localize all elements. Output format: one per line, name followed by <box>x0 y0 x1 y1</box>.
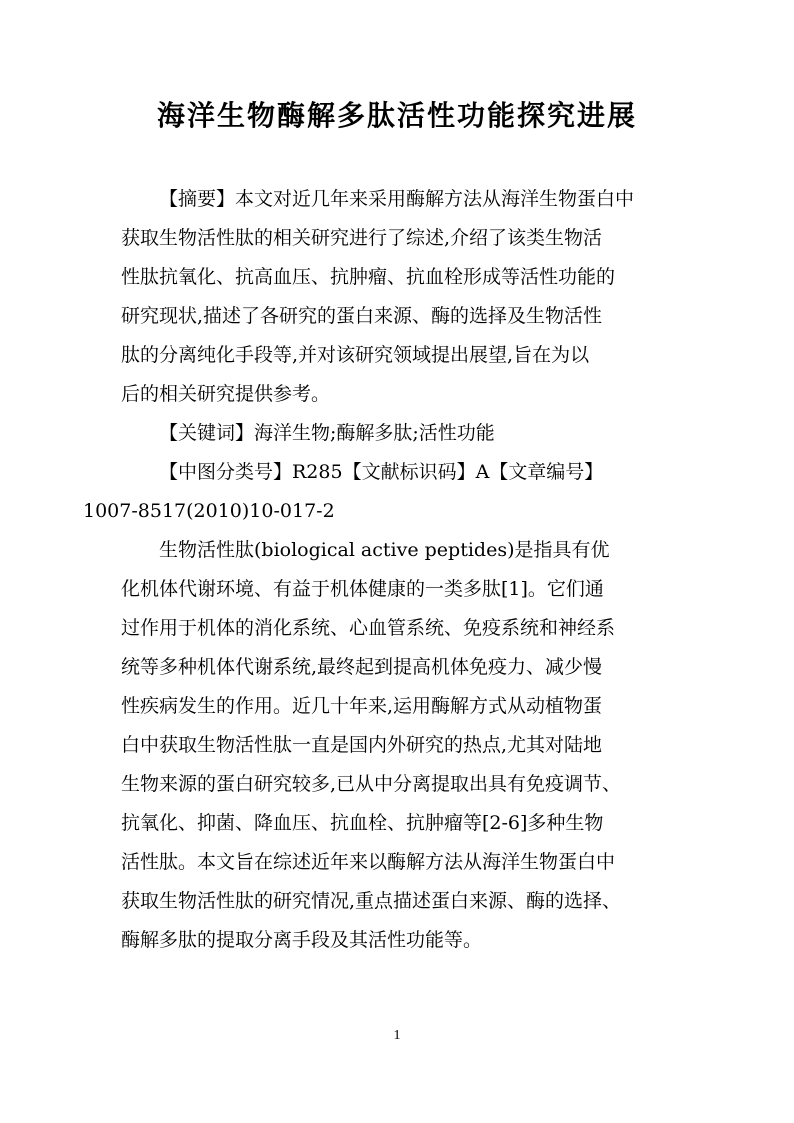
text-line: 化机体代谢环境、有益于机体健康的一类多肽[1]。它们通 <box>121 578 604 600</box>
article-number-line: 1007-8517(2010)10-017-2 <box>83 500 335 522</box>
text-line: 获取生物活性肽的研究情况,重点描述蛋白来源、酶的选择、 <box>121 890 622 912</box>
text-line: 生物活性肽(biological active peptides)是指具有优 <box>159 539 610 561</box>
text-line: 过作用于机体的消化系统、心血管系统、免疫系统和神经系 <box>121 617 616 639</box>
classification-line: 【中图分类号】R285【文献标识码】A【文章编号】 <box>159 461 604 483</box>
text-line: 统等多种机体代谢系统,最终起到提高机体免疫力、减少慢 <box>121 656 603 678</box>
text-line: 生物来源的蛋白研究较多,已从中分离提取出具有免疫调节、 <box>121 773 622 795</box>
text-line: 【摘要】本文对近几年来采用酶解方法从海洋生物蛋白中 <box>159 188 635 210</box>
text-line: 酶解多肽的提取分离手段及其活性功能等。 <box>121 929 483 951</box>
text-line: 活性肽。本文旨在综述近年来以酶解方法从海洋生物蛋白中 <box>121 851 616 873</box>
text-line: 获取生物活性肽的相关研究进行了综述,介绍了该类生物活 <box>121 227 603 249</box>
text-line: 后的相关研究提供参考。 <box>121 383 331 405</box>
page-title: 海洋生物酶解多肽活性功能探究进展 <box>156 99 637 132</box>
abstract-paragraph <box>121 180 676 414</box>
classification-paragraph <box>83 453 676 531</box>
text-line: 肽的分离纯化手段等,并对该研究领域提出展望,旨在为以 <box>121 344 590 366</box>
keywords-paragraph <box>121 414 676 453</box>
text-line: 性疾病发生的作用。近几十年来,运用酶解方式从动植物蛋 <box>121 695 603 717</box>
page-number: 1 <box>393 1028 401 1043</box>
text-line: 研究现状,描述了各研究的蛋白来源、酶的选择及生物活性 <box>121 305 603 327</box>
document-body <box>83 180 676 960</box>
text-line: 性肽抗氧化、抗高血压、抗肿瘤、抗血栓形成等活性功能的 <box>121 266 616 288</box>
text-line: 白中获取生物活性肽一直是国内外研究的热点,尤其对陆地 <box>121 734 603 756</box>
keywords-line: 【关键词】海洋生物;酶解多肽;活性功能 <box>159 422 495 444</box>
intro-paragraph <box>121 531 676 960</box>
text-line: 抗氧化、抑菌、降血压、抗血栓、抗肿瘤等[2-6]多种生物 <box>121 812 604 834</box>
